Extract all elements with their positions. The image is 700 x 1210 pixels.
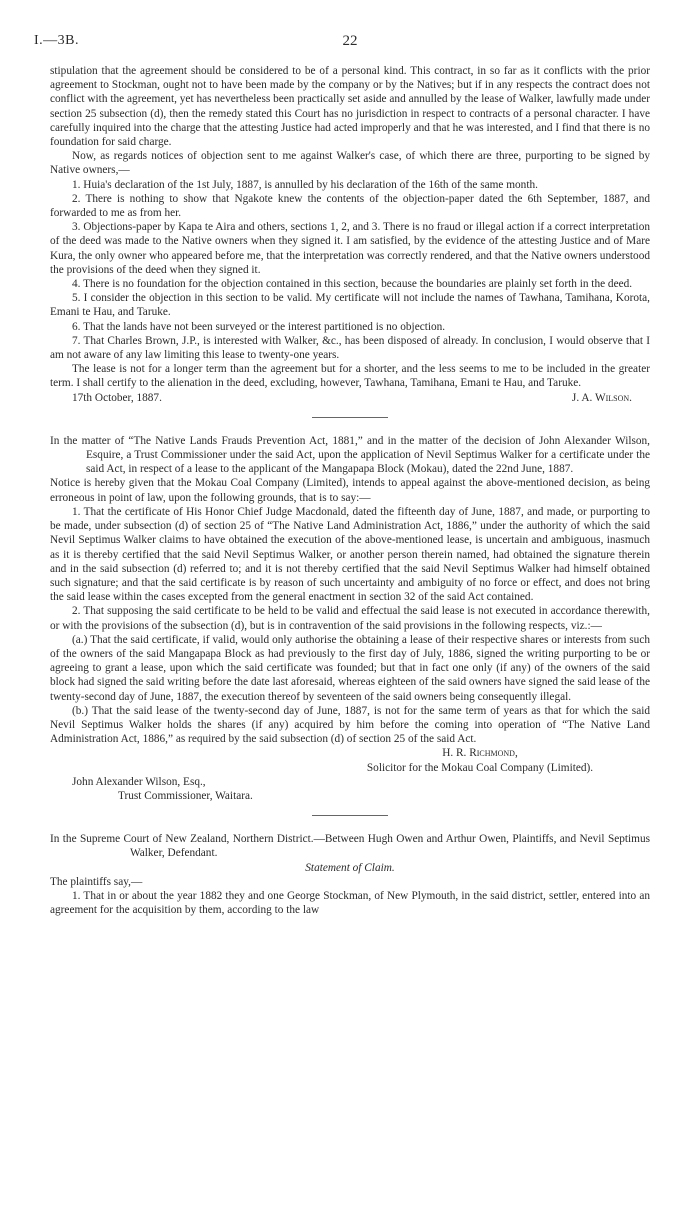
notice-paragraph: Notice is hereby given that the Mokau Coal Company (Limited), intends to appeal against the above-mentioned decision, as being erroneous in point of law, upon the following grounds, that is to say:—	[50, 477, 650, 504]
section-divider	[312, 417, 388, 418]
objection-item: 2. There is nothing to show that Ngakote knew the contents of the objection-paper dated the 6th September, 1887, and forwarded to me as from her.	[50, 192, 650, 220]
solicitor-name: H. R. Richmond,	[442, 747, 518, 760]
ground-item: 2. That supposing the said certificate to be held to be valid and effectual the said lease is not executed in accordance therewith, or with the provisions of the subsection (d), but is in contravention of the said provisions in the following respects, viz.:—	[50, 605, 650, 632]
wilson-decision-section	[50, 64, 650, 405]
page-header	[34, 33, 650, 64]
addressee-name: John Alexander Wilson, Esq.,	[72, 775, 206, 788]
page-number: 22	[342, 33, 358, 49]
date-signature-line	[50, 391, 650, 405]
ground-subitem: (a.) That the said certificate, if valid, would only authorise the obtaining a lease of their respective shares or interests from such of the owners of the said Mangapapa Block as had previously to the first day of July, 1886, signed the writing purporting to be or agreeing to grant a lease, upon which the said certificate was founded; but that in fact one only (if any) of the owners of the said block had signed the said writing before the date last aforesaid, whereas eighteen of the said owners have signed the said lease of the twenty-second day of June, 1887, the execution thereof by seventeen of the said owners being consequently illegal.	[50, 633, 650, 703]
paper-reference: I.—3B.	[34, 33, 79, 48]
decision-date: 17th October, 1887.	[72, 391, 162, 404]
plaintiffs-lead: The plaintiffs say,—	[50, 875, 143, 888]
section-divider	[312, 815, 388, 816]
solicitor-signature	[310, 746, 650, 774]
objection-item: 1. Huia's declaration of the 1st July, 1887, is annulled by his declaration of the 16th of the same month.	[72, 178, 538, 191]
paragraph: Now, as regards notices of objection sent to me against Walker's case, of which there are three, purporting to be signed by Native owners,—	[50, 150, 650, 177]
objection-item: 4. There is no foundation for the objection contained in this section, because the boundaries are plainly set forth in the deed.	[72, 278, 633, 291]
statement-of-claim-section	[50, 832, 650, 917]
addressee-title: Trust Commissioner, Waitara.	[118, 789, 253, 802]
objection-item: 6. That the lands have not been surveyed or the interest partitioned is no objection.	[72, 320, 446, 333]
signature: J. A. Wilson.	[571, 391, 632, 404]
notice-of-appeal-section	[50, 434, 650, 803]
court-heading: In the Supreme Court of New Zealand, Northern District.—Between Hugh Owen and Arthur Owen, Plaintiffs, and Nevil Septimus Walker, Defendant.	[50, 833, 650, 860]
paragraph: The lease is not for a longer term than the agreement but for a shorter, and the less seems to me to be included in the greater term. I shall certify to the alienation in the deed, excluding, however, Tawhana, Tamihana, Emani te Hau, and Taruke.	[50, 363, 650, 390]
objection-item: 3. Objections-paper by Kapa te Aira and others, sections 1, 2, and 3. There is no fraud or illegal action if a correct interpretation of the deed was made to the Native owners when they signed it. I am satisfied, by the evidence of the attesting Justice and of Mare Kura, the only owner who appeared before me, that the interpretation was correctly rendered, and that the Native owners understood the provisions of the deed when they signed it.	[50, 221, 650, 276]
objection-item: 7. That Charles Brown, J.P., is interested with Walker, &c., has been disposed of already. In conclusion, I would observe that I am not aware of any law limiting this lease to twenty-one years.	[50, 334, 650, 362]
ground-subitem: (b.) That the said lease of the twenty-second day of June, 1887, is not for the same term of years as that for which the said Nevil Septimus Walker holds the shares (if any) acquired by him before the coming into operation of “The Native Land Administration Act, 1886,” as required by the said subsection (d) of section 25 of the said Act.	[50, 704, 650, 746]
ground-item: 1. That the certificate of His Honor Chief Judge Macdonald, dated the fifteenth day of June, 1887, and made, or purporting to be made, under subsection (d) of section 25 of “The Native Land Administration Act, 1886,” under the authority of which the said Nevil Septimus Walker claims to have obtained the execution of the above-mentioned lease, is uncertain and ambiguous, inasmuch as it is thereby certified that the said Nevil Septimus Walker, or another person therein named, had obtained the signature therein and in the said subsection (d) referred to; and it is not thereby certified that the said Nevil Septimus Walker had himself obtained such signature; and that the said certificate is by reason of such uncertainty and ambiguity of no force or effect, and does not bring the said lease within the cases excepted from the general enactment in section 32 of the said Act contained.	[50, 505, 650, 604]
objection-item: 5. I consider the objection in this section to be valid. My certificate will not include the names of Tawhana, Tamihana, Korota, Emani te Hau, and Taruke.	[50, 292, 650, 319]
solicitor-title: Solicitor for the Mokau Coal Company (Limited).	[366, 761, 594, 774]
matter-heading: In the matter of “The Native Lands Frauds Prevention Act, 1881,” and in the matter of the decision of John Alexander Wilson, Esquire, a Trust Commissioner under the said Act, upon the application of Nevil Septimus Walker for a certificate under the said Act, in respect of a lease to the applicant of the Mangapapa Block (Mokau), dated the 22nd June, 1887.	[50, 434, 650, 476]
paragraph: stipulation that the agreement should be considered to be of a personal kind. This contract, in so far as it conflicts with the prior agreement to Stockman, ought not to have been made by the company or by the Natives; but if in any respects the contract does not conflict with the agreement, yet has nevertheless been practically set aside and annulled by the lease of Walker, lawfully made under section 25 subsection (d), then the remedy stated this Court has no jurisdiction in respect to contracts of a personal character. I have carefully inquired into the charge that the attesting Justice had acted improperly and that he was interested, and I find that there is no foundation for said charge.	[50, 65, 650, 149]
statement-subheading: Statement of Claim.	[305, 861, 395, 874]
claim-item: 1. That in or about the year 1882 they and one George Stockman, of New Plymouth, in the said district, settler, entered into an agreement for the acquisition by them, according to the law	[50, 889, 650, 917]
